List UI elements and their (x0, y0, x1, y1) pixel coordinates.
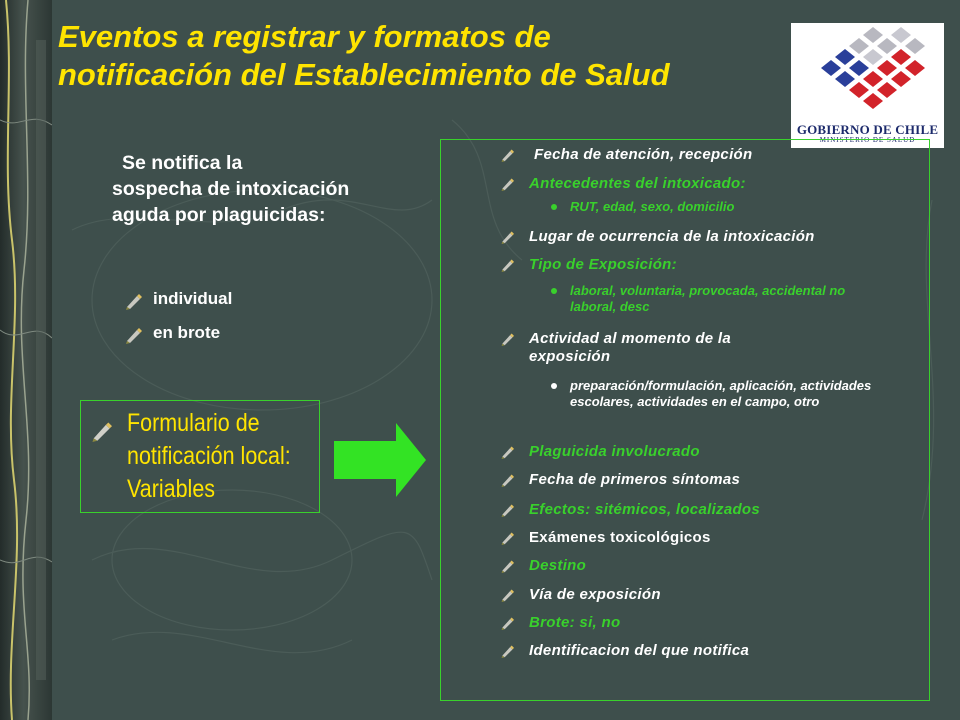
pencil-bullet-icon (124, 326, 142, 344)
government-logo-icon (791, 23, 944, 123)
pencil-bullet-icon (500, 616, 514, 630)
pencil-bullet-icon (500, 177, 514, 191)
decorative-left-strip (0, 0, 52, 720)
title-line-2: notificación del Establecimiento de Salud (58, 57, 670, 92)
title-line-1: Eventos a registrar y formatos de (58, 19, 551, 54)
pencil-bullet-icon (500, 332, 514, 346)
variable-label: Vía de exposición (529, 586, 661, 603)
pencil-bullet-icon (500, 258, 514, 272)
pencil-bullet-icon (500, 531, 514, 545)
pencil-bullet-icon (90, 420, 112, 442)
pencil-bullet-icon (124, 292, 142, 310)
government-logo (791, 23, 944, 148)
variable-label: Fecha de primeros síntomas (529, 471, 741, 488)
variable-sublabel: laboral, voluntaria, provocada, accidental no laboral, desc (570, 283, 846, 314)
variable-label: Tipo de Exposición: (529, 256, 677, 273)
variable-label: Plaguicida involucrado (529, 443, 700, 460)
variable-label: Identificacion del que notifica (529, 642, 750, 659)
pencil-bullet-icon (500, 503, 514, 517)
right-arrow-icon (334, 423, 428, 497)
page-title (58, 18, 798, 94)
variable-label: Antecedentes del intoxicado: (529, 175, 746, 192)
logo-subtitle: MINISTERIO DE SALUD (819, 136, 916, 144)
dot-bullet-icon (551, 383, 557, 389)
dot-bullet-icon (551, 288, 557, 294)
intro-item-label: en brote (153, 323, 221, 342)
logo-name: GOBIERNO DE CHILE (796, 122, 939, 137)
variable-label: Destino (529, 557, 587, 574)
form-box (80, 400, 320, 513)
variable-label: Lugar de ocurrencia de la intoxicación (529, 228, 815, 245)
pencil-bullet-icon (500, 559, 514, 573)
variable-label: Fecha de atención, recepción (534, 146, 753, 163)
variable-label: Exámenes toxicológicos (529, 529, 711, 546)
intro-rest: sospecha de intoxicación aguda por plaguicidas: (112, 178, 350, 226)
variable-label: Efectos: sitémicos, localizados (529, 501, 761, 518)
variable-sublabel: RUT, edad, sexo, domicilio (570, 199, 735, 214)
intro-first-line: Se notifica la (122, 152, 243, 174)
pencil-bullet-icon (500, 148, 514, 162)
variable-label: Actividad al momento de la exposición (529, 330, 732, 365)
variable-label: Brote: si, no (529, 614, 621, 631)
dot-bullet-icon (551, 204, 557, 210)
intro-item-label: individual (153, 289, 233, 308)
form-box-title: Formulario de notificación local: Variables (127, 409, 291, 503)
intro-text (112, 150, 382, 228)
pencil-bullet-icon (500, 445, 514, 459)
variable-sublabel: preparación/formulación, aplicación, actividades escolares, actividades en el campo, otro (570, 378, 872, 409)
pencil-bullet-icon (500, 473, 514, 487)
pencil-bullet-icon (500, 230, 514, 244)
pencil-bullet-icon (500, 644, 514, 658)
pencil-bullet-icon (500, 588, 514, 602)
